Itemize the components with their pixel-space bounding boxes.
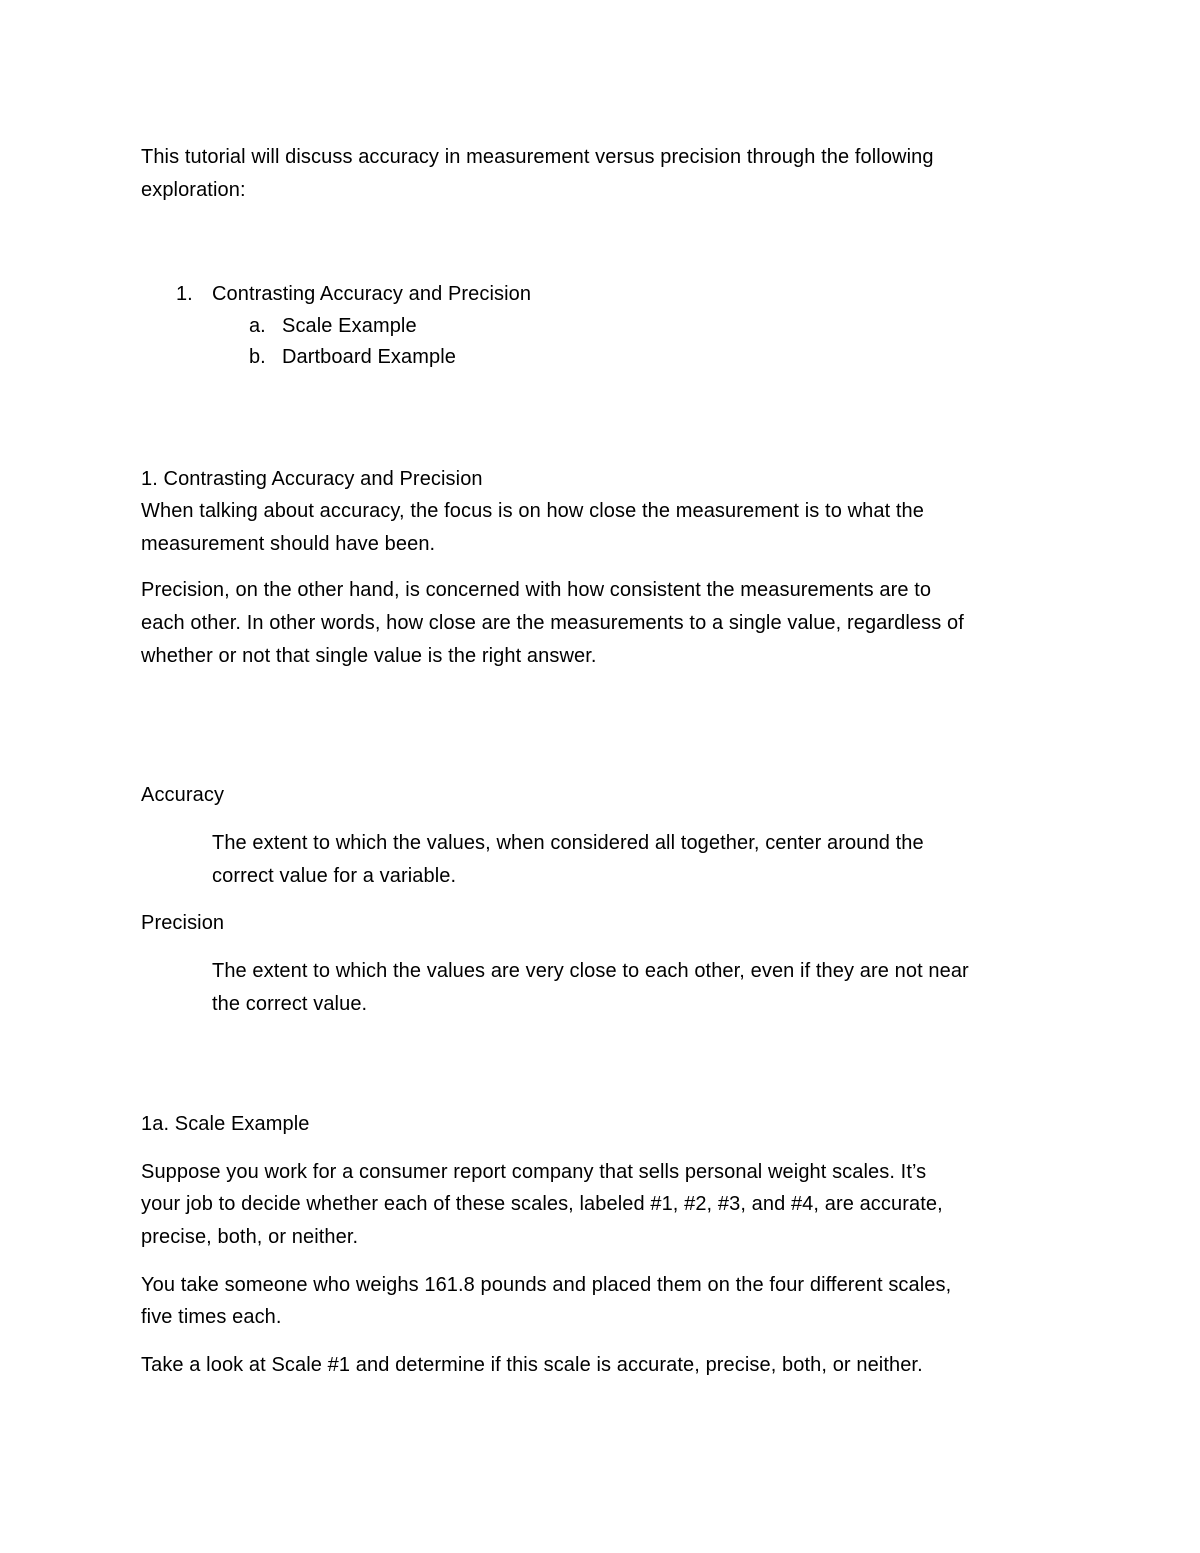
section-1-paragraph-1-line-2: measurement should have been. <box>141 533 436 555</box>
section-1-paragraph-2-line-1: Precision, on the other hand, is concerned with how consistent the measurements are to <box>141 579 932 601</box>
section-1-paragraph-1-line-1: When talking about accuracy, the focus is on how close the measurement is to what the <box>141 500 924 522</box>
outline-sub-b-label: Dartboard Example <box>282 346 457 368</box>
intro-line-1: This tutorial will discuss accuracy in measurement versus precision through the following <box>141 146 934 168</box>
section-1a-paragraph-2-line-2: five times each. <box>141 1306 282 1328</box>
precision-definition-line-2: the correct value. <box>212 993 368 1015</box>
intro-line-2: exploration: <box>141 179 246 201</box>
section-1a-paragraph-3-line-1: Take a look at Scale #1 and determine if this scale is accurate, precise, both, or neither. <box>141 1354 923 1376</box>
precision-term: Precision <box>141 912 225 934</box>
section-1a-paragraph-1-line-2: your job to decide whether each of these scales, labeled #1, #2, #3, and #4, are accurate, <box>141 1193 943 1215</box>
section-1-paragraph-2-line-3: whether or not that single value is the right answer. <box>141 645 597 667</box>
section-1a-paragraph-1-line-1: Suppose you work for a consumer report company that sells personal weight scales. It’s <box>141 1161 927 1183</box>
precision-definition-line-1: The extent to which the values are very close to each other, even if they are not near <box>212 960 969 982</box>
section-1-heading: 1. Contrasting Accuracy and Precision <box>141 468 483 490</box>
accuracy-term: Accuracy <box>141 784 225 806</box>
section-1a-paragraph-1-line-3: precise, both, or neither. <box>141 1226 359 1248</box>
accuracy-definition-line-1: The extent to which the values, when considered all together, center around the <box>212 832 924 854</box>
outline-sub-a-label: Scale Example <box>282 315 417 337</box>
section-1a-paragraph-2-line-1: You take someone who weighs 161.8 pounds and placed them on the four different scales, <box>141 1274 952 1296</box>
section-1-paragraph-2-line-2: each other. In other words, how close are the measurements to a single value, regardless of <box>141 612 964 634</box>
outline-item-1-label: Contrasting Accuracy and Precision <box>212 283 532 305</box>
outline-item-1-marker: 1. <box>176 283 193 305</box>
accuracy-definition-line-2: correct value for a variable. <box>212 865 457 887</box>
section-1a-heading: 1a. Scale Example <box>141 1113 310 1135</box>
outline-sub-b-marker: b. <box>249 346 266 368</box>
outline-sub-a-marker: a. <box>249 315 266 337</box>
